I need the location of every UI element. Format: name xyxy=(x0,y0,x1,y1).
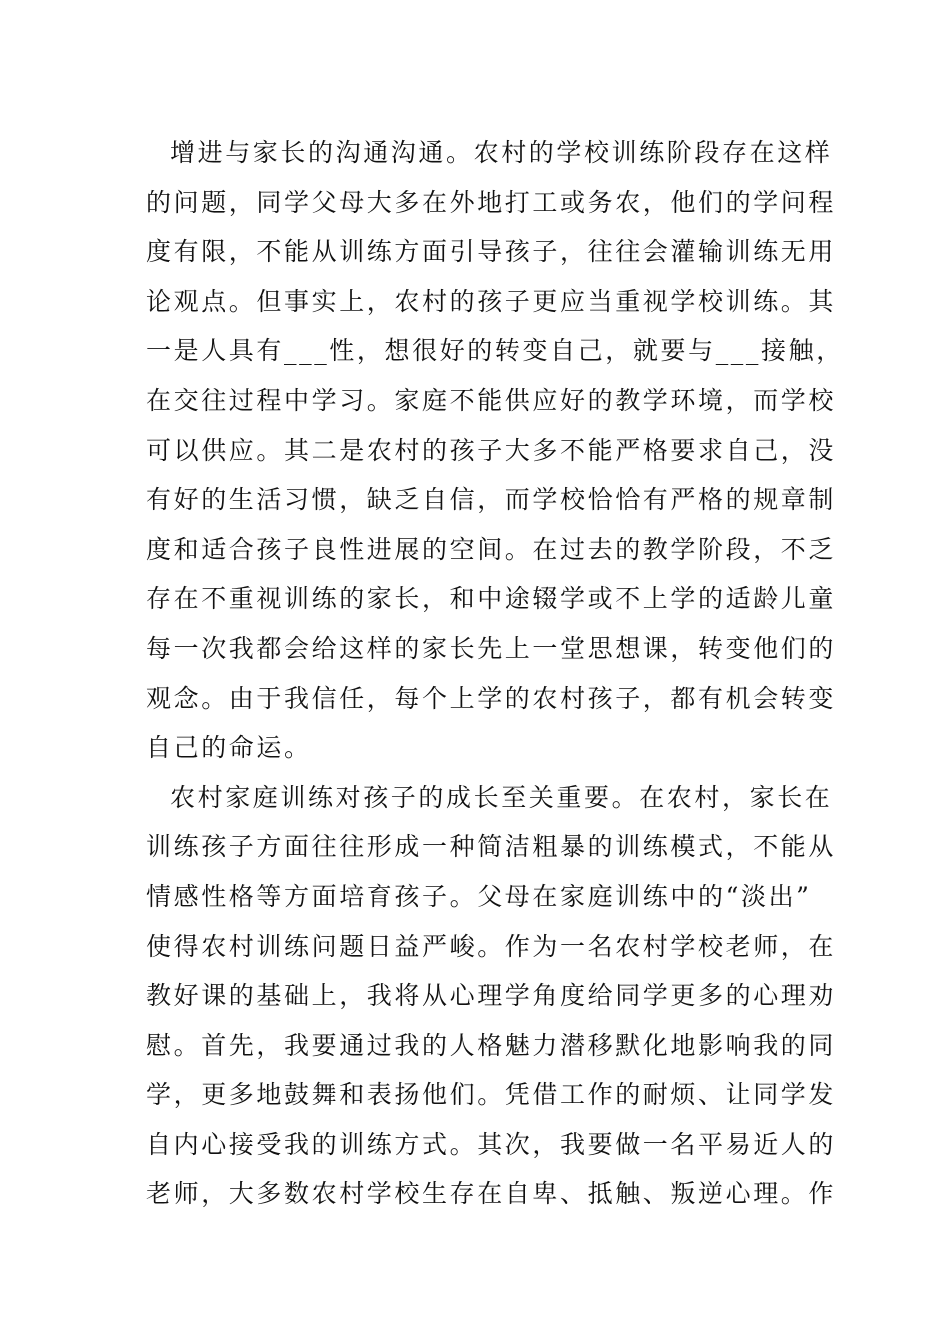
paragraph-2 xyxy=(146,773,837,1219)
text-line: 的问题，同学父母大多在外地打工或务农，他们的学问程 xyxy=(146,187,837,217)
text-line: 使得农村训练问题日益严峻。作为一名农村学校老师，在 xyxy=(146,931,837,961)
text-line: 教好课的基础上，我将从心理学角度给同学更多的心理劝 xyxy=(146,981,837,1011)
text-line: 农村家庭训练对孩子的成长至关重要。在农村，家长在 xyxy=(170,782,833,812)
text-line: 在交往过程中学习。家庭不能供应好的教学环境，而学校 xyxy=(146,385,837,415)
paragraph-1 xyxy=(146,128,844,773)
text-line: 一是人具有___性，想很好的转变自己，就要与___接触， xyxy=(146,336,844,366)
text-line: 老师，大多数农村学校生存在自卑、抵触、叛逆心理。作 xyxy=(146,1179,837,1209)
text-line: 自内心接受我的训练方式。其次，我要做一名平易近人的 xyxy=(146,1129,837,1159)
text-line: 训练孩子方面往往形成一种简洁粗暴的训练模式，不能从 xyxy=(146,832,837,862)
text-line: 有好的生活习惯，缺乏自信，而学校恰恰有严格的规章制 xyxy=(146,485,837,515)
text-line: 观念。由于我信任，每个上学的农村孩子，都有机会转变 xyxy=(146,683,837,713)
text-line: 情感性格等方面培育孩子。父母在家庭训练中的“淡出” xyxy=(146,881,812,911)
text-line: 慰。首先，我要通过我的人格魅力潜移默化地影响我的同 xyxy=(146,1030,837,1060)
text-line: 每一次我都会给这样的家长先上一堂思想课，转变他们的 xyxy=(146,633,837,663)
text-line: 增进与家长的沟通沟通。农村的学校训练阶段存在这样 xyxy=(170,138,833,167)
text-line: 存在不重视训练的家长，和中途辍学或不上学的适龄儿童 xyxy=(146,584,837,614)
text-line: 度和适合孩子良性进展的空间。在过去的教学阶段，不乏 xyxy=(146,534,837,564)
text-line: 度有限，不能从训练方面引导孩子，往往会灌输训练无用 xyxy=(146,237,837,267)
text-line: 自己的命运。 xyxy=(146,733,312,763)
body-text xyxy=(146,128,844,1219)
text-line: 学，更多地鼓舞和表扬他们。凭借工作的耐烦、让同学发 xyxy=(146,1080,837,1110)
text-line: 论观点。但事实上，农村的孩子更应当重视学校训练。其 xyxy=(146,286,837,316)
text-line: 可以供应。其二是农村的孩子大多不能严格要求自己，没 xyxy=(146,435,837,465)
